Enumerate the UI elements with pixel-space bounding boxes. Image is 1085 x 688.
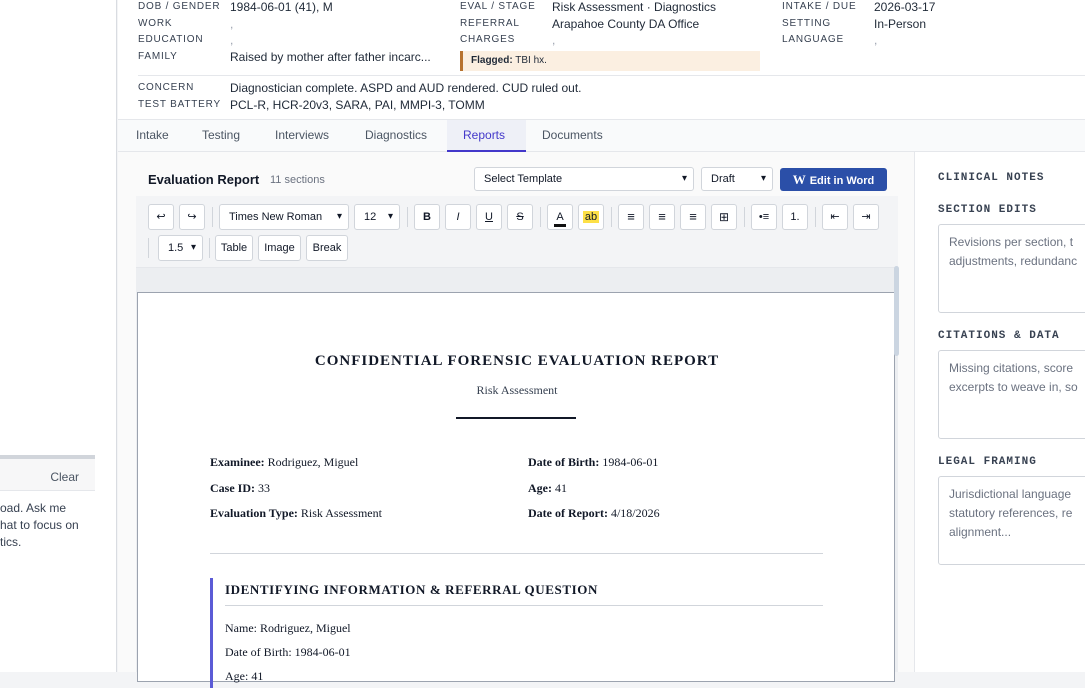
template-select[interactable] [474,167,694,191]
insert-image-button[interactable]: Image [258,235,301,261]
toolbar-divider [212,207,213,227]
font-size-value: 12 [364,211,377,223]
report-title: CONFIDENTIAL FORENSIC EVALUATION REPORT [314,353,720,369]
section-count: 11 sections [270,174,325,186]
header-divider [138,75,1085,76]
eval-stage-label: EVAL / STAGE [460,1,536,12]
education-label: EDUCATION [138,34,204,45]
edit-in-word-label: Edit in Word [809,175,875,187]
field-label: Age: [528,481,552,495]
toolbar-divider [540,207,541,227]
toolbar-divider [407,207,408,227]
dob-value: 1984-06-01 (41), M [230,0,333,14]
numbered-list-button[interactable] [782,204,808,230]
citations-data-heading: CITATIONS & DATA [938,330,1060,342]
bold-button[interactable]: B [414,204,440,230]
family-label: FAMILY [138,51,178,62]
notes-title: CLINICAL NOTES [938,172,1045,184]
left-assistant-panel [0,0,117,672]
toolbar-divider [148,238,149,258]
page-break-button[interactable]: Break [306,235,348,261]
highlight-button[interactable] [578,204,604,230]
tab-documents[interactable]: Documents [542,128,603,142]
test-battery-label: TEST BATTERY [138,99,221,110]
main-content [118,0,1085,683]
work-value: , [230,17,234,31]
chevron-down-icon: ▾ [387,211,393,222]
section-heading: IDENTIFYING INFORMATION & REFERRAL QUESTION [225,582,598,597]
chevron-down-icon: ▾ [681,173,687,184]
case-header [118,0,1085,120]
field-label: Date of Report: [528,506,608,520]
outdent-icon: ⇤ [830,211,840,223]
toolbar-divider [209,238,210,258]
indent-icon: ⇥ [861,211,871,223]
tab-diagnostics[interactable]: Diagnostics [365,128,428,142]
education-value: , [230,33,234,47]
dob-label: DOB / GENDER [138,1,221,12]
flag-label: Flagged: [471,55,513,66]
tab-interviews[interactable]: Interviews [275,128,330,142]
line-spacing-select[interactable] [158,235,203,261]
date-of-report-field [528,506,660,521]
flag-text: TBI hx. [515,55,547,66]
section-divider [210,553,823,554]
section-line: Name: Rodriguez, Miguel [225,621,351,635]
align-left-button[interactable] [618,204,644,230]
status-select-value: Draft [711,173,735,185]
case-id-field [210,481,270,496]
chevron-down-icon: ▾ [760,173,766,184]
family-value: Raised by mother after father incarc... [230,50,431,64]
insert-table-button[interactable]: Table [215,235,253,261]
section-line: Date of Birth: 1984-06-01 [225,645,351,659]
section-line: Age: 41 [225,669,264,683]
editor-title: Evaluation Report [148,172,260,187]
text-color-button[interactable] [547,204,573,230]
examinee-field [210,455,358,470]
chevron-down-icon: ▾ [336,211,342,222]
field-label: Examinee: [210,455,265,469]
language-label: LANGUAGE [782,34,844,45]
status-select[interactable] [701,167,773,191]
font-family-value: Times New Roman [229,211,323,223]
legal-framing-heading: LEGAL FRAMING [938,456,1037,468]
citations-data-field[interactable]: Missing citations, score excerpts to weave in, so [938,350,1085,439]
text-color-icon: A [554,210,565,227]
toolbar-divider [815,207,816,227]
eval-stage-value: Risk Assessment · Diagnostics [552,0,717,14]
charges-label: CHARGES [460,34,516,45]
intake-due-value: 2026-03-17 [874,0,936,14]
clear-button[interactable]: Clear [50,470,79,484]
outdent-button[interactable] [822,204,848,230]
test-battery-value: PCL-R, HCR-20v3, SARA, PAI, MMPI-3, TOMM [230,98,485,112]
field-value: Risk Assessment [300,506,382,520]
tab-bar [118,120,1085,152]
chevron-down-icon: ▾ [190,242,196,253]
date-of-birth-field [528,455,658,470]
flag-banner [460,51,760,71]
referral-value: Arapahoe County DA Office [552,17,700,31]
bullet-list-button[interactable] [751,204,777,230]
justify-button[interactable] [711,204,737,230]
edit-in-word-button[interactable] [780,168,887,191]
align-center-icon: ≡ [658,209,666,224]
legal-framing-field[interactable]: Jurisdictional language statutory references, re alignment... [938,476,1085,565]
align-right-button[interactable] [680,204,706,230]
numbered-list-icon: 1. [790,211,800,223]
field-value: 41 [555,481,567,495]
section-edits-field[interactable]: Revisions per section, t adjustments, redundanc [938,224,1085,313]
tab-testing[interactable]: Testing [202,128,241,142]
justify-icon: ⊞ [718,210,730,224]
report-page[interactable] [137,292,895,682]
work-label: WORK [138,18,173,29]
highlight-icon: ab [584,211,598,223]
referral-label: REFERRAL [460,18,520,29]
undo-icon: ↩ [156,211,166,223]
redo-icon: ↪ [187,211,197,223]
section-edits-heading: SECTION EDITS [938,204,1037,216]
field-value: 1984-06-01 [602,455,659,469]
align-center-button[interactable] [649,204,675,230]
charges-value: , [552,33,556,47]
title-rule [456,417,576,419]
toolbar-divider [744,207,745,227]
clinical-notes-panel [916,152,1085,672]
age-field [528,481,567,496]
assistant-toolbar [0,455,95,491]
section-heading-rule [225,605,823,606]
field-value: Rodriguez, Miguel [267,455,359,469]
underline-button[interactable]: U [476,204,502,230]
editor-scrollbar[interactable] [894,266,899,356]
align-right-icon: ≡ [689,209,697,224]
align-left-icon: ≡ [627,209,635,224]
setting-value: In-Person [874,17,927,31]
assistant-hint-line: tics. [0,535,22,549]
concern-value: Diagnostician complete. ASPD and AUD rendered. CUD ruled out. [230,81,582,95]
tab-reports[interactable]: Reports [447,120,526,152]
intake-due-label: INTAKE / DUE [782,1,857,12]
field-label: Evaluation Type: [210,506,298,520]
italic-button[interactable]: I [445,204,471,230]
redo-button[interactable] [179,204,205,230]
tab-intake[interactable]: Intake [136,128,169,142]
field-label: Case ID: [210,481,255,495]
language-value: , [874,33,878,47]
field-value: 33 [258,481,270,495]
assistant-hint-line: oad. Ask me [0,501,67,515]
evaluation-type-field [210,506,382,521]
line-spacing-value: 1.5 [168,242,184,254]
indent-button[interactable] [853,204,879,230]
word-icon: W [792,172,806,187]
toolbar-divider [611,207,612,227]
setting-label: SETTING [782,18,831,29]
assistant-hint [0,500,95,551]
assistant-hint-line: hat to focus on [0,518,79,532]
report-editor [118,152,915,683]
font-family-select[interactable] [219,204,349,230]
concern-label: CONCERN [138,82,195,93]
field-value: 4/18/2026 [610,506,660,520]
field-label: Date of Birth: [528,455,600,469]
document-canvas[interactable] [136,268,898,683]
strikethrough-button[interactable]: S [507,204,533,230]
report-subtitle: Risk Assessment [476,383,558,397]
formatting-toolbar [136,196,898,268]
bullet-list-icon: •≡ [758,211,770,223]
undo-button[interactable] [148,204,174,230]
font-size-select[interactable] [354,204,400,230]
template-select-value: Select Template [484,173,563,185]
